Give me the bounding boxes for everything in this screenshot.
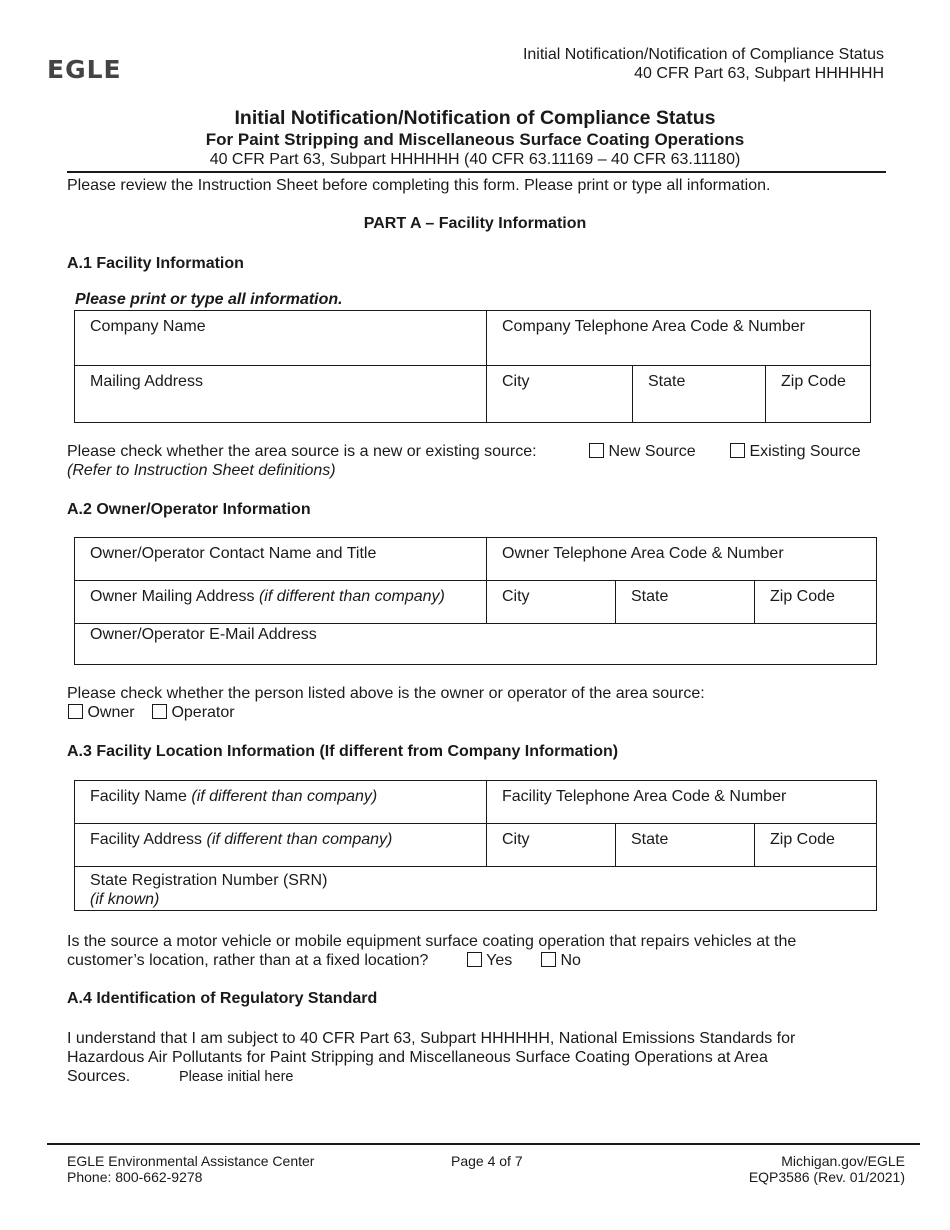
form-title: Initial Notification/Notification of Compliance Status — [234, 107, 716, 129]
header-form-title — [523, 45, 884, 83]
new-source-option — [589, 442, 696, 461]
a4-statement-line-3: Sources. — [67, 1068, 131, 1085]
mobile-no-option — [541, 951, 581, 970]
a1-print-note: Please print or type all information. — [75, 291, 343, 308]
a3-heading: A.3 Facility Location Information (If different from Company Information) — [67, 743, 619, 760]
company-name-field[interactable] — [75, 311, 487, 366]
footer-org: EGLE Environmental Assistance Center — [67, 1153, 315, 1169]
facility-phone-field[interactable] — [487, 781, 877, 824]
facility-city-label: City — [502, 831, 530, 848]
a4-statement-line-2: Hazardous Air Pollutants for Paint Stripping and Miscellaneous Surface Coating Operations at Area — [67, 1049, 768, 1066]
mobile-yes-option — [467, 951, 512, 970]
owner-city-field[interactable] — [487, 581, 616, 624]
header-line-1: Initial Notification/Notification of Compliance Status — [522, 46, 884, 63]
existing-source-checkbox[interactable] — [730, 443, 745, 458]
mobile-question-line-1: Is the source a motor vehicle or mobile equipment surface coating operation that repairs vehicles at the — [67, 933, 797, 950]
a4-heading: A.4 Identification of Regulatory Standard — [67, 990, 378, 1007]
owner-address-note: (if different than company) — [258, 588, 445, 605]
form-title-block — [0, 107, 950, 169]
facility-state-label: State — [631, 831, 669, 848]
owner-city-label: City — [502, 588, 530, 605]
footer-left — [67, 1153, 314, 1185]
owner-state-field[interactable] — [616, 581, 755, 624]
mailing-address-label: Mailing Address — [90, 373, 203, 390]
footer-divider — [47, 1143, 920, 1145]
facility-city-field[interactable] — [487, 824, 616, 867]
owner-email-field[interactable] — [75, 624, 877, 665]
owner-zip-label: Zip Code — [770, 588, 835, 605]
srn-label: State Registration Number (SRN) — [90, 872, 328, 889]
new-source-checkbox[interactable] — [589, 443, 604, 458]
owner-option — [68, 703, 135, 722]
mobile-yes-label: Yes — [486, 952, 513, 969]
owner-zip-field[interactable] — [755, 581, 877, 624]
company-name-label: Company Name — [90, 318, 206, 335]
facility-name-field[interactable] — [75, 781, 487, 824]
operator-option-label: Operator — [171, 704, 235, 721]
city-label: City — [502, 373, 530, 390]
facility-zip-field[interactable] — [755, 824, 877, 867]
owner-option-label: Owner — [87, 704, 135, 721]
mobile-yes-checkbox[interactable] — [467, 952, 482, 967]
a1-heading: A.1 Facility Information — [67, 255, 244, 272]
header-line-2: 40 CFR Part 63, Subpart HHHHHH — [634, 65, 884, 82]
srn-field[interactable] — [75, 867, 877, 911]
source-question: Please check whether the area source is a new or existing source: — [67, 443, 537, 460]
initial-here-field[interactable] — [179, 1069, 293, 1086]
facility-name-note: (if different than company) — [191, 788, 378, 805]
instructions-text: Please review the Instruction Sheet before completing this form. Please print or type all information. — [67, 177, 771, 194]
facility-zip-label: Zip Code — [770, 831, 835, 848]
owner-address-label: Owner Mailing Address — [90, 588, 259, 605]
facility-address-field[interactable] — [75, 824, 487, 867]
company-phone-label: Company Telephone Area Code & Number — [502, 318, 805, 335]
owner-state-label: State — [631, 588, 669, 605]
operator-option — [152, 703, 235, 722]
owner-address-field[interactable] — [75, 581, 487, 624]
a2-heading: A.2 Owner/Operator Information — [67, 501, 311, 518]
zip-code-label: Zip Code — [781, 373, 846, 390]
part-a-heading: PART A – Facility Information — [363, 215, 587, 232]
company-phone-field[interactable] — [487, 311, 871, 366]
zip-code-field[interactable] — [766, 366, 871, 423]
state-label: State — [648, 373, 686, 390]
city-field[interactable] — [487, 366, 633, 423]
facility-address-note: (if different than company) — [206, 831, 393, 848]
owner-question: Please check whether the person listed above is the owner or operator of the area source: — [67, 685, 705, 702]
owner-phone-field[interactable] — [487, 538, 877, 581]
title-divider — [67, 171, 886, 173]
srn-note: (if known) — [90, 891, 160, 908]
mobile-no-label: No — [560, 952, 581, 969]
facility-name-label: Facility Name — [90, 788, 192, 805]
form-subtitle: For Paint Stripping and Miscellaneous Surface Coating Operations — [205, 130, 745, 149]
egle-logo: EGLE — [47, 55, 122, 84]
owner-info-table — [74, 537, 877, 665]
owner-contact-label: Owner/Operator Contact Name and Title — [90, 545, 377, 562]
facility-location-table — [74, 780, 877, 911]
owner-email-label: Owner/Operator E-Mail Address — [90, 626, 317, 643]
existing-source-label: Existing Source — [749, 443, 861, 460]
footer-right — [749, 1153, 905, 1185]
state-field[interactable] — [633, 366, 766, 423]
facility-state-field[interactable] — [616, 824, 755, 867]
owner-phone-label: Owner Telephone Area Code & Number — [502, 545, 784, 562]
owner-contact-field[interactable] — [75, 538, 487, 581]
owner-checkbox[interactable] — [68, 704, 83, 719]
operator-checkbox[interactable] — [152, 704, 167, 719]
refer-note: (Refer to Instruction Sheet definitions) — [67, 462, 336, 479]
initial-here-label: Please initial here — [179, 1069, 294, 1085]
mobile-no-checkbox[interactable] — [541, 952, 556, 967]
new-source-label: New Source — [608, 443, 696, 460]
footer-page-number: Page 4 of 7 — [451, 1153, 523, 1169]
mobile-question-line-2: customer’s location, rather than at a fixed location? — [67, 952, 429, 969]
mailing-address-field[interactable] — [75, 366, 487, 423]
footer-phone: Phone: 800-662-9278 — [67, 1169, 203, 1185]
facility-phone-label: Facility Telephone Area Code & Number — [502, 788, 787, 805]
a4-statement-line-1: I understand that I am subject to 40 CFR Part 63, Subpart HHHHHH, National Emissions Standards for — [67, 1030, 796, 1047]
facility-address-label: Facility Address — [90, 831, 207, 848]
facility-info-table — [74, 310, 871, 423]
footer-website: Michigan.gov/EGLE — [781, 1153, 905, 1169]
existing-source-option — [730, 442, 861, 461]
footer-form-id: EQP3586 (Rev. 01/2021) — [748, 1169, 905, 1185]
form-cfr-reference: 40 CFR Part 63, Subpart HHHHHH (40 CFR 63.11169 – 40 CFR 63.11180) — [209, 151, 741, 168]
